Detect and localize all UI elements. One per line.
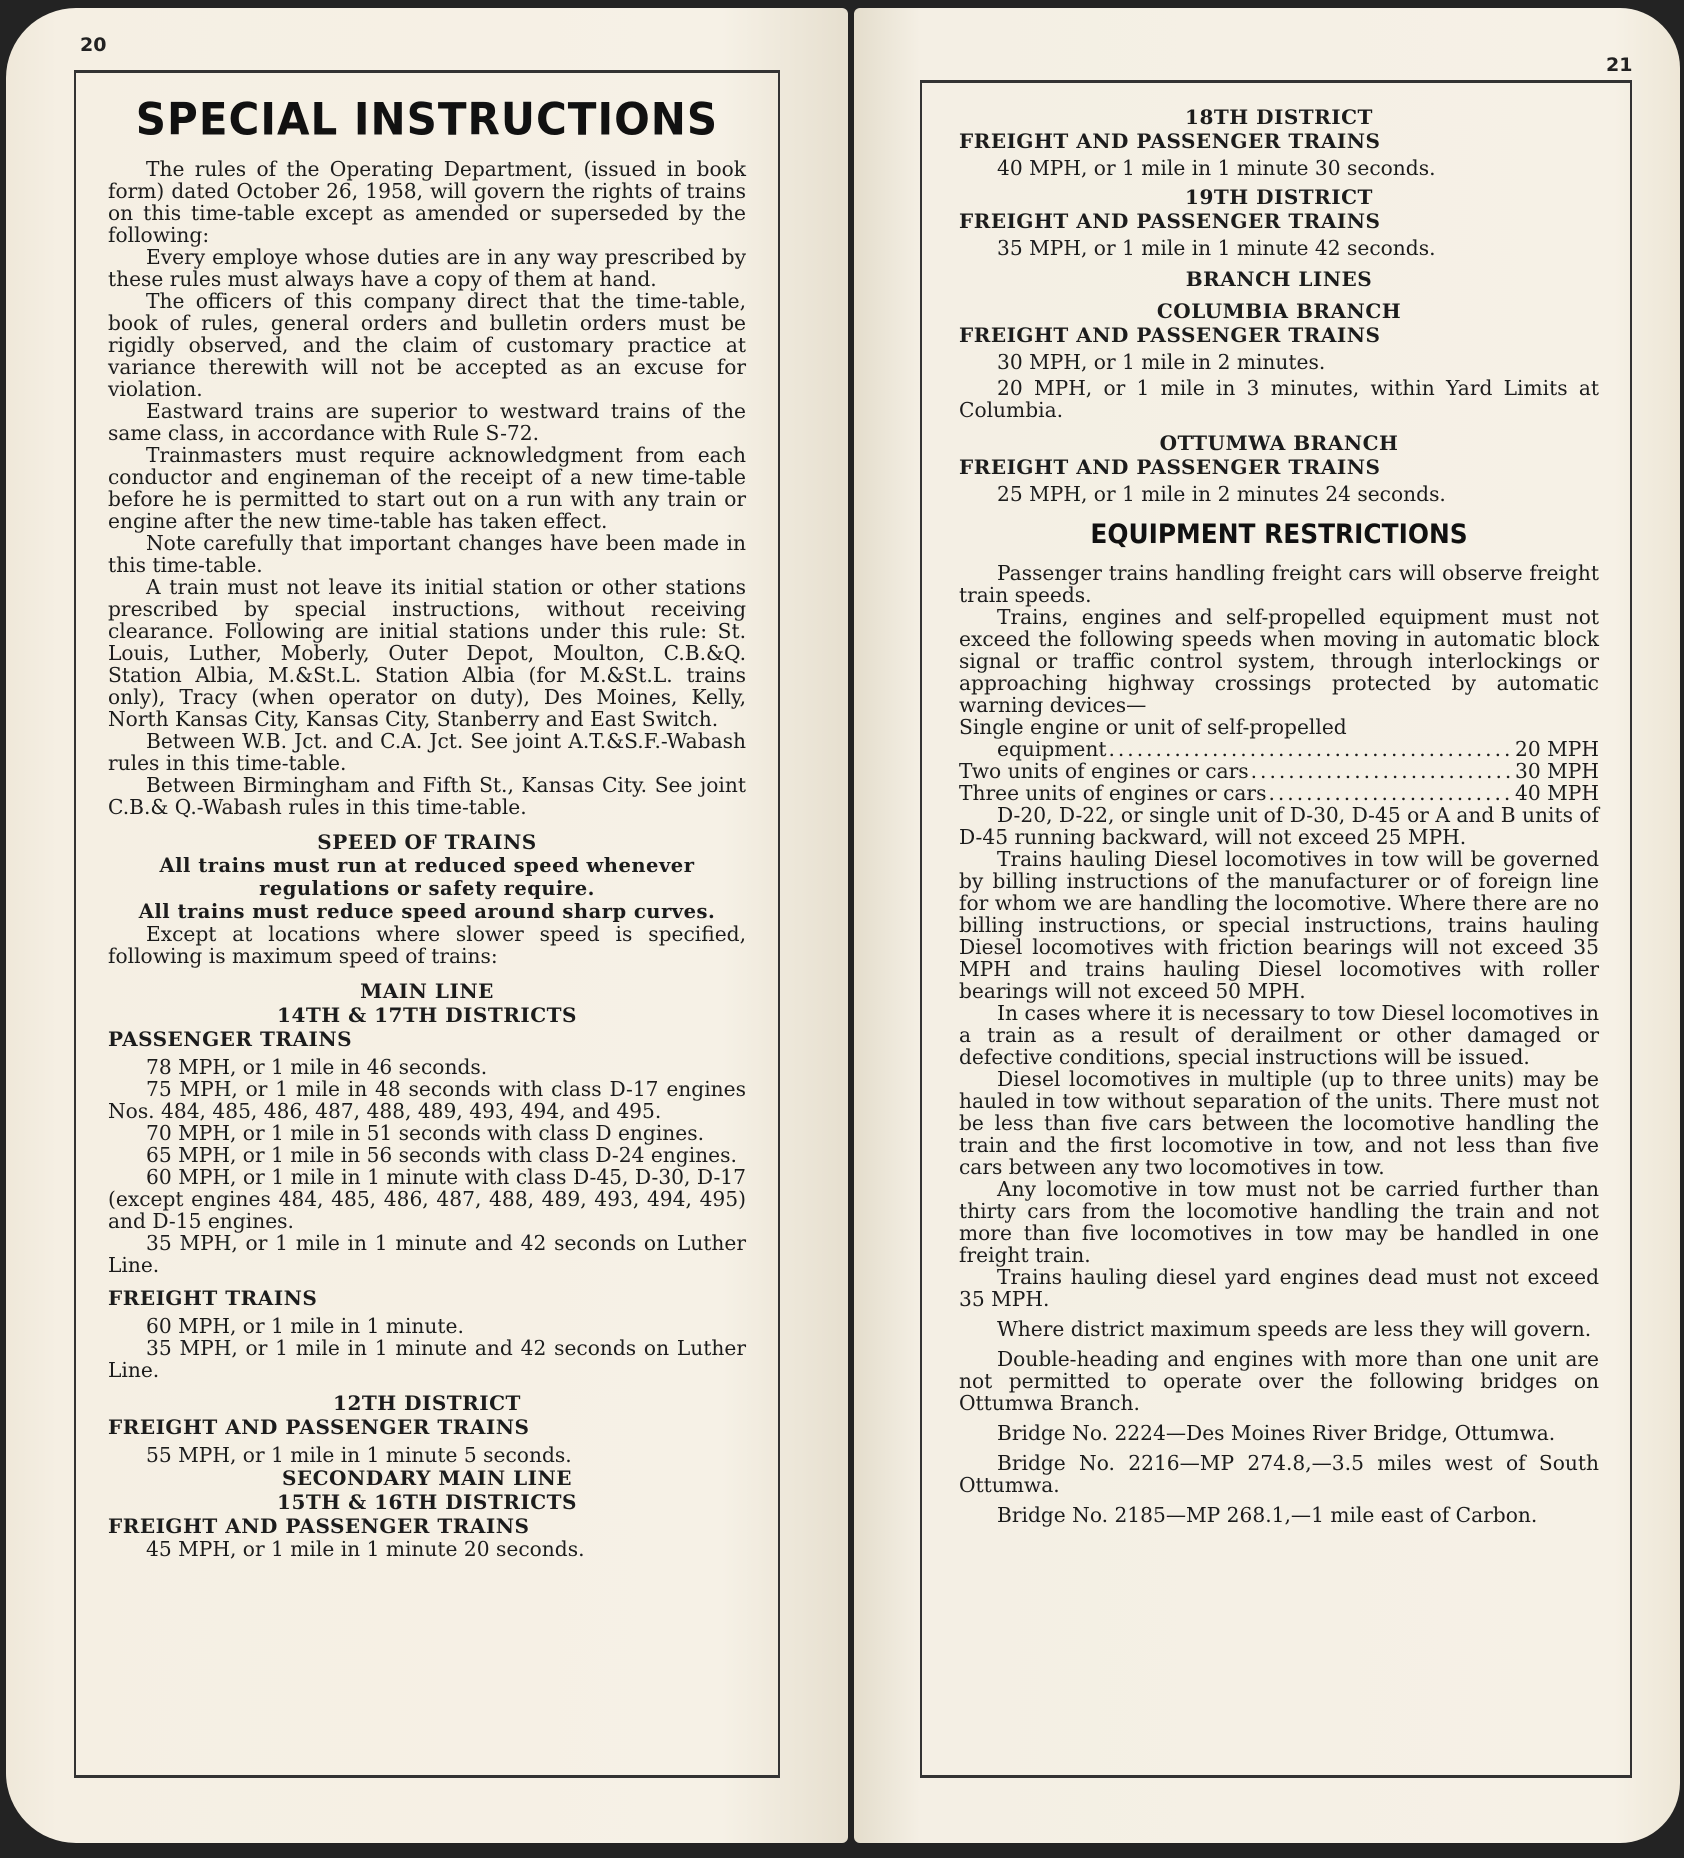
equipment-paragraph: D-20, D-22, or single unit of D-30, D-45 or A and B units of D-45 running backward, will not exceed 25 MPH. — [959, 803, 1599, 849]
equipment-paragraph: In cases where it is necessary to tow Diesel locomotives in a train as a result of derailment or other damaged or defective conditions, special instructions will be issued. — [959, 1001, 1599, 1069]
speed-table-value: 40 MPH — [1515, 781, 1599, 805]
ottumwa-speed: 25 MPH, or 1 mile in 2 minutes 24 seconds. — [997, 482, 1446, 506]
left-instructions-frame — [74, 70, 780, 1778]
passenger-speed-rule: 75 MPH, or 1 mile in 48 seconds with class D-17 engines Nos. 484, 485, 486, 487, 488, 489, 493, 494, and 495. — [108, 1077, 746, 1123]
districts-15-16-heading: 15TH & 16TH DISTRICTS — [277, 1490, 577, 1514]
freight-passenger-heading: FREIGHT AND PASSENGER TRAINS — [108, 1514, 530, 1538]
district-12-speed: 55 MPH, or 1 mile in 1 minute 5 seconds. — [146, 1443, 572, 1467]
freight-speed-rule: 60 MPH, or 1 mile in 1 minute. — [146, 1314, 464, 1338]
right-instructions-frame — [920, 80, 1632, 1778]
intro-paragraph: A train must not leave its initial station or other stations prescribed by special instructions, without receiving clearance. Following are initial stations under this rule: St. Louis, Luther, Moberly, Outer Depot, Moulton, C.B.&Q. Station Albia, M.&St.L. Station Albia (for M.&St.L. trains only), Tracy (when operator on duty), Des Moines, Kelly, North Kansas City, Kansas City, Stanberry and East Switch. — [108, 575, 746, 731]
intro-paragraph: Between W.B. Jct. and C.A. Jct. See joint A.T.&S.F.-Wabash rules in this time-table. — [108, 729, 746, 775]
speed-table-value: 20 MPH — [1515, 737, 1599, 761]
passenger-speed-rule: 35 MPH, or 1 mile in 1 minute and 42 seconds on Luther Line. — [108, 1231, 746, 1277]
main-line-heading: MAIN LINE — [360, 979, 494, 1003]
columbia-yard-speed: 20 MPH, or 1 mile in 3 minutes, within Yard Limits at Columbia. — [959, 376, 1599, 422]
speed-table-row — [959, 738, 1599, 760]
freight-passenger-heading: FREIGHT AND PASSENGER TRAINS — [959, 129, 1381, 153]
speed-table-row — [959, 782, 1599, 804]
speed-table-value: 30 MPH — [1515, 759, 1599, 783]
district-19-speed: 35 MPH, or 1 mile in 1 minute 42 seconds. — [997, 236, 1436, 260]
district-18-heading: 18TH DISTRICT — [1185, 105, 1373, 129]
passenger-speed-rule: 70 MPH, or 1 mile in 51 seconds with class D engines. — [146, 1121, 705, 1145]
district-12-heading: 12TH DISTRICT — [333, 1391, 521, 1415]
passenger-trains-heading: PASSENGER TRAINS — [108, 1027, 353, 1051]
reduced-speed-notice: All trains must run at reduced speed whenever regulations or safety require. — [159, 854, 695, 900]
freight-passenger-heading: FREIGHT AND PASSENGER TRAINS — [959, 209, 1381, 233]
secondary-main-line-heading: SECONDARY MAIN LINE — [281, 1466, 573, 1490]
equipment-paragraph: Trains hauling Diesel locomotives in tow will be governed by billing instructions of the manufacturer or of foreign line for whom we are handling the locomotive. Where there are no billing instructions, or special instructions, trains hauling Diesel locomotives with friction bearings will not exceed 35 MPH and trains hauling Diesel locomotives with roller bearings will not exceed 50 MPH. — [959, 847, 1599, 1003]
single-engine-label: Single engine or unit of self-propelled — [959, 715, 1347, 739]
intro-paragraph: Trainmasters must require acknowledgment from each conductor and engineman of the receipt of a new time-table before he is permitted to start out on a run with any train or engine after the new time-table has taken effect. — [108, 443, 746, 533]
district-18-speed: 40 MPH, or 1 mile in 1 minute 30 seconds. — [997, 156, 1436, 180]
equipment-paragraph: Where district maximum speeds are less they will govern. — [997, 1317, 1592, 1341]
equipment-restrictions-title: EQUIPMENT RESTRICTIONS — [1090, 519, 1468, 550]
freight-passenger-heading: FREIGHT AND PASSENGER TRAINS — [959, 323, 1381, 347]
equipment-paragraph: Any locomotive in tow must not be carried further than thirty cars from the locomotive handling the train and not more than five locomotives in tow may be handled in one freight train. — [959, 1177, 1599, 1267]
district-19-heading: 19TH DISTRICT — [1185, 185, 1373, 209]
speed-table-label: Two units of engines or cars — [959, 759, 1249, 783]
right-page-number: 21 — [1606, 54, 1633, 76]
columbia-branch-heading: COLUMBIA BRANCH — [1156, 299, 1402, 323]
districts-15-16-speed: 45 MPH, or 1 mile in 1 minute 20 seconds. — [146, 1537, 585, 1561]
bridge-restriction: Bridge No. 2185—MP 268.1,—1 mile east of Carbon. — [997, 1503, 1538, 1527]
freight-trains-heading: FREIGHT TRAINS — [108, 1286, 318, 1310]
passenger-speed-rule: 65 MPH, or 1 mile in 56 seconds with class D-24 engines. — [146, 1143, 737, 1167]
leader-dots — [1251, 760, 1513, 782]
equipment-paragraph: Trains hauling diesel yard engines dead must not exceed 35 MPH. — [959, 1265, 1599, 1311]
passenger-speed-rule: 78 MPH, or 1 mile in 46 seconds. — [146, 1055, 488, 1079]
left-page-number: 20 — [80, 34, 107, 56]
equipment-paragraph: Passenger trains handling freight cars will observe freight train speeds. — [959, 561, 1599, 607]
leader-dots — [1108, 738, 1513, 760]
equipment-paragraph: Double-heading and engines with more than one unit are not permitted to operate over the following bridges on Ottumwa Branch. — [959, 1347, 1599, 1415]
intro-paragraph: The officers of this company direct that the time-table, book of rules, general orders and bulletin orders must be rigidly observed, and the claim of customary practice at variance therewith will not be accepted as an excuse for violation. — [108, 289, 746, 401]
sharp-curves-notice: All trains must reduce speed around sharp curves. — [138, 900, 716, 923]
equipment-paragraph: Trains, engines and self-propelled equipment must not exceed the following speeds when moving in automatic block signal or traffic control system, through interlockings or approaching highway crossings protected by automatic warning devices— — [959, 605, 1599, 717]
districts-14-17-heading: 14TH & 17TH DISTRICTS — [277, 1003, 577, 1027]
freight-speed-rule: 35 MPH, or 1 mile in 1 minute and 42 seconds on Luther Line. — [108, 1336, 746, 1382]
intro-paragraph: Eastward trains are superior to westward trains of the same class, in accordance with Rule S-72. — [108, 399, 746, 445]
max-speed-intro: Except at locations where slower speed is specified, following is maximum speed of trains: — [108, 922, 746, 968]
passenger-speed-rule: 60 MPH, or 1 mile in 1 minute with class D-45, D-30, D-17 (except engines 484, 485, 486, 487, 488, 489, 493, 494, 495) and D-15 engines. — [108, 1165, 746, 1233]
intro-paragraph: Note carefully that important changes have been made in this time-table. — [108, 531, 746, 577]
speed-table-label: equipment — [997, 737, 1107, 761]
freight-passenger-heading: FREIGHT AND PASSENGER TRAINS — [108, 1415, 530, 1439]
branch-lines-heading: BRANCH LINES — [1185, 267, 1373, 291]
speed-of-trains-heading: SPEED OF TRAINS — [317, 830, 537, 854]
special-instructions-title: SPECIAL INSTRUCTIONS — [135, 93, 719, 146]
bridge-restriction: Bridge No. 2224—Des Moines River Bridge, Ottumwa. — [997, 1421, 1556, 1445]
intro-paragraph: Between Birmingham and Fifth St., Kansas City. See joint C.B.& Q.-Wabash rules in this time-table. — [108, 773, 746, 819]
ottumwa-branch-heading: OTTUMWA BRANCH — [1159, 431, 1399, 455]
leader-dots — [1268, 782, 1513, 804]
columbia-speed: 30 MPH, or 1 mile in 2 minutes. — [997, 350, 1326, 374]
equipment-paragraph: Diesel locomotives in multiple (up to three units) may be hauled in tow without separation of the units. There must not be less than five cars between the locomotive handling the train and the first locomotive in tow, and not less than five cars between any two locomotives in tow. — [959, 1067, 1599, 1179]
intro-paragraph: Every employe whose duties are in any way prescribed by these rules must always have a copy of them at hand. — [108, 245, 746, 291]
intro-paragraph: The rules of the Operating Department, (issued in book form) dated October 26, 1958, will govern the rights of trains on this time-table except as amended or superseded by the following: — [108, 157, 746, 247]
freight-passenger-heading: FREIGHT AND PASSENGER TRAINS — [959, 455, 1381, 479]
speed-table-row — [959, 760, 1599, 782]
speed-table-label: Three units of engines or cars — [959, 781, 1267, 805]
bridge-restriction: Bridge No. 2216—MP 274.8,—3.5 miles west of South Ottumwa. — [959, 1451, 1599, 1497]
